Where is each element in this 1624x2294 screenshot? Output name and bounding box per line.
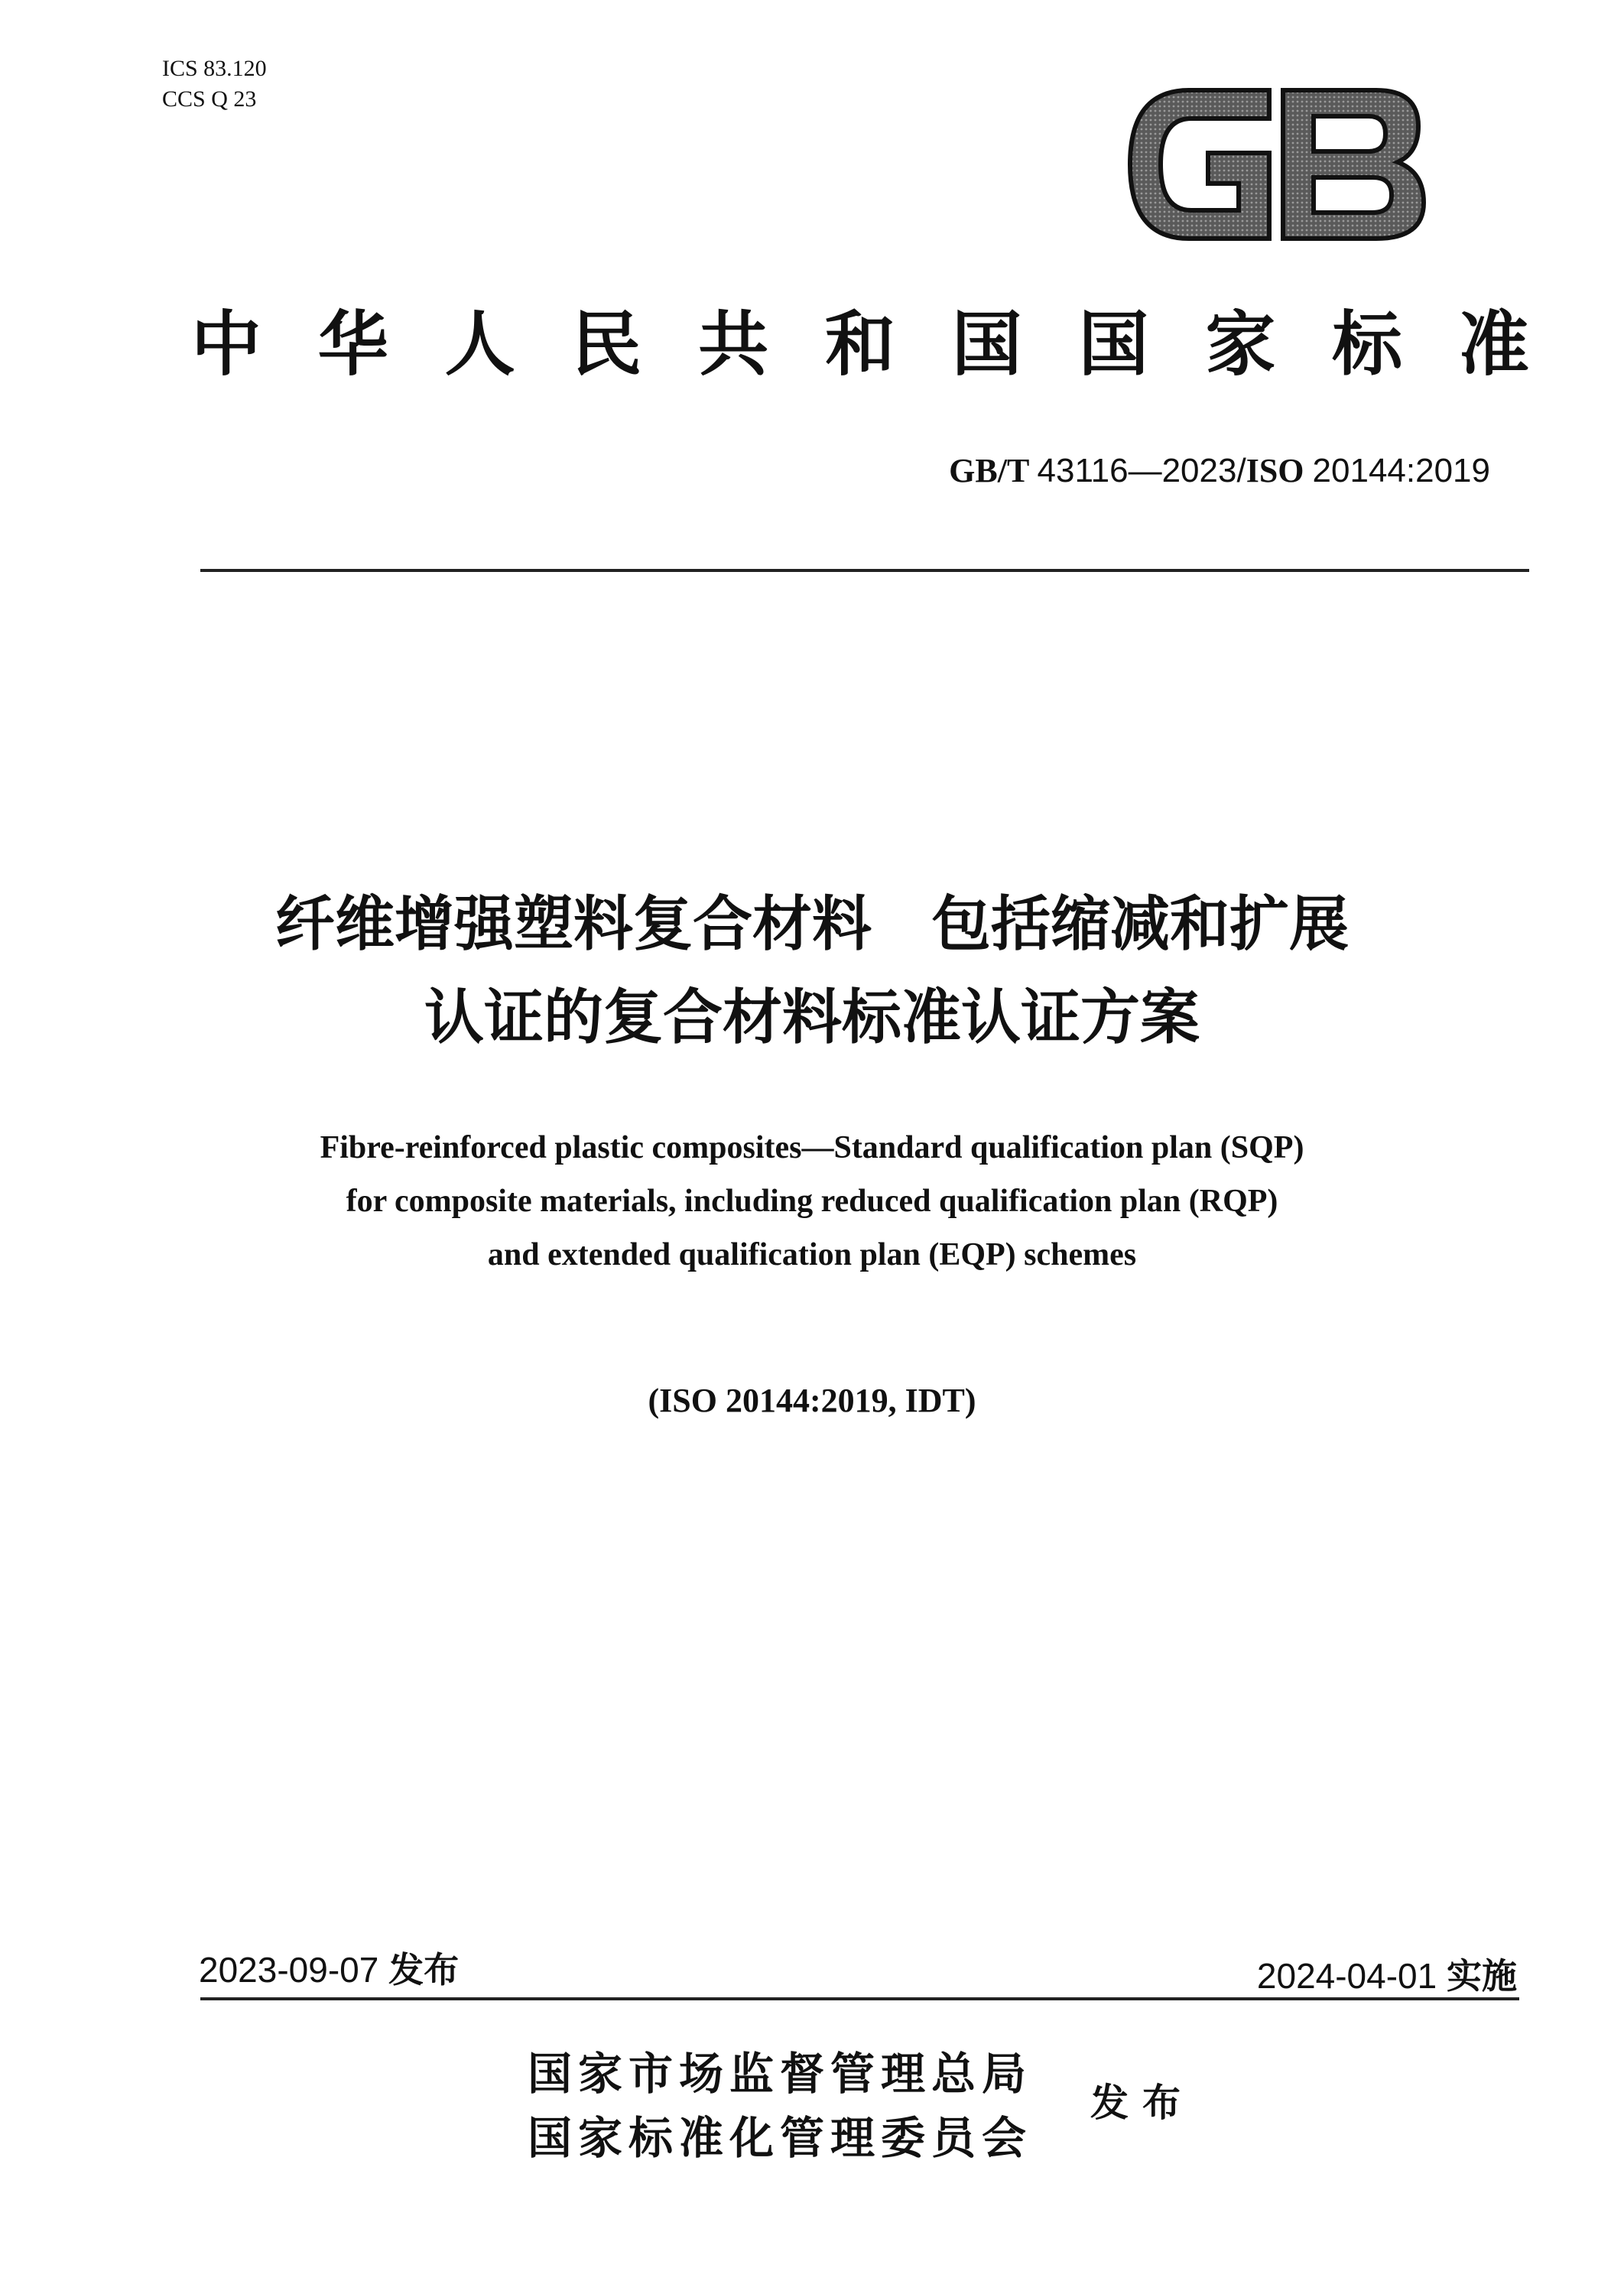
gb-logo-g-shape: [1130, 90, 1269, 239]
national-title-char: 和: [824, 303, 895, 385]
issue-label: 发布: [388, 1949, 460, 1990]
national-title-char: 中: [191, 303, 262, 385]
chinese-title: [153, 878, 1471, 1064]
national-title-char: 共: [698, 303, 769, 385]
iso-equivalence: (ISO 20144:2019, IDT): [648, 1382, 976, 1419]
national-title-char: 国: [1078, 303, 1149, 385]
ccs-code: CCS Q 23: [162, 86, 257, 112]
chinese-title-line-1: 纤维增强塑料复合材料 包括缩减和扩展: [274, 890, 1349, 959]
gb-logo-b-shape: [1283, 90, 1424, 239]
top-divider: [200, 569, 1529, 572]
issuing-authorities: [528, 2042, 1032, 2170]
implementation-date-value: 2024-04-01: [1256, 1956, 1437, 1996]
standard-prefix: GB/T: [949, 452, 1029, 489]
iso-prefix: ISO: [1246, 452, 1304, 489]
english-title-line-1: Fibre-reinforced plastic composites—Standard qualification plan (SQP): [320, 1130, 1304, 1165]
national-title-char: 国: [951, 303, 1022, 385]
issue-date-value: 2023-09-07: [199, 1950, 379, 1990]
bottom-divider: [200, 1997, 1519, 2000]
standard-code: 43116—2023/: [1037, 452, 1246, 489]
english-title-line-2: for composite materials, including reduced qualification plan (RQP): [346, 1184, 1278, 1219]
authority-sac: 国家标准化管理委员会: [528, 2112, 1033, 2164]
national-title-char: 标: [1332, 303, 1403, 385]
issue-date: [199, 1942, 459, 1993]
chinese-title-line-2: 认证的复合材料标准认证方案: [424, 983, 1200, 1052]
national-standard-title: [191, 298, 1529, 390]
implementation-date: [1257, 1948, 1517, 1999]
authority-samr: 国家市场监督管理总局: [528, 2048, 1033, 2100]
english-title: [153, 1121, 1471, 1282]
national-title-char: 准: [1458, 303, 1529, 385]
publish-label: 发布: [1090, 2080, 1194, 2125]
standard-number: [949, 451, 1490, 490]
national-title-char: 华: [317, 303, 388, 385]
implementation-label: 实施: [1447, 1955, 1517, 1997]
national-title-char: 民: [571, 303, 642, 385]
gb-logo: [1116, 76, 1437, 252]
national-title-char: 家: [1205, 303, 1276, 385]
ics-code: ICS 83.120: [162, 56, 267, 81]
english-title-line-3: and extended qualification plan (EQP) schemes: [487, 1237, 1137, 1272]
classification-codes: [162, 54, 267, 115]
national-title-char: 人: [444, 303, 515, 385]
iso-code: 20144:2019: [1312, 452, 1490, 489]
